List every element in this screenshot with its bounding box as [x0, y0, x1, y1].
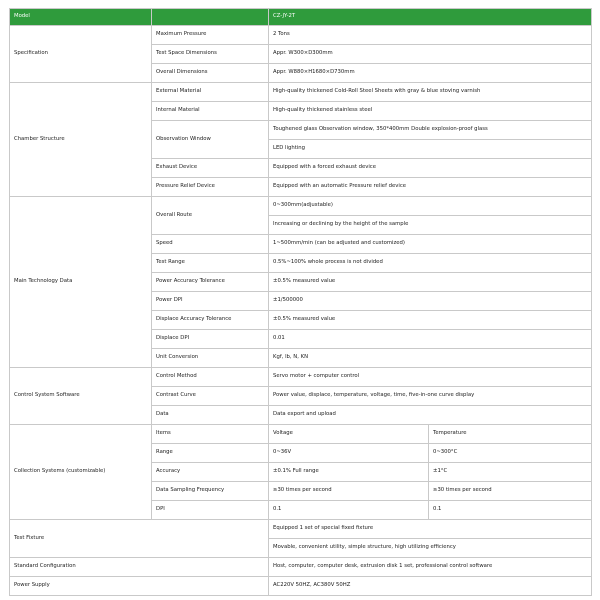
row-value: Power value, displace, temperature, voltage, time, five-in-one curve display — [269, 387, 592, 406]
row-label: Contrast Curve — [152, 387, 269, 406]
row-label: Items — [152, 425, 269, 444]
row-value: Servo motor + computer control — [269, 368, 592, 387]
row-value: Increasing or declining by the height of the sample — [269, 216, 592, 235]
row-label: Unit Conversion — [152, 349, 269, 368]
header-model-label: Model — [10, 9, 152, 26]
row-label: External Material — [152, 83, 269, 102]
row-value: AC220V 50HZ, AC380V 50HZ — [269, 577, 592, 596]
row-value: 0.5%~100% whole process is not divided — [269, 254, 592, 273]
row-value: ±0.5% measured value — [269, 273, 592, 292]
row-label: Pressure Relief Device — [152, 178, 269, 197]
row-label: Speed — [152, 235, 269, 254]
row-value: Host, computer, computer desk, extrusion disk 1 set, professional control software — [269, 558, 592, 577]
row-value-voltage: 0.1 — [269, 501, 429, 520]
row-value-voltage: 0~36V — [269, 444, 429, 463]
section-chamber-structure: Chamber Structure — [10, 83, 152, 197]
row-value-voltage: Voltage — [269, 425, 429, 444]
row-value: High-quality thickened Cold-Roll Steel Sheets with gray & blue stoving varnish — [269, 83, 592, 102]
section-power-supply: Power Supply — [10, 577, 269, 596]
row-label: Data Sampling Frequency — [152, 482, 269, 501]
row-value: 0.01 — [269, 330, 592, 349]
row-value: 2 Tons — [269, 26, 592, 45]
row-label: Observation Window — [152, 121, 269, 159]
row-label: Maximum Pressure — [152, 26, 269, 45]
row-value: ±0.5% measured value — [269, 311, 592, 330]
row-value: Movable, convenient utility, simple structure, high utilizing efficiency — [269, 539, 592, 558]
row-value: Equipped with an automatic Pressure relief device — [269, 178, 592, 197]
row-label: Data — [152, 406, 269, 425]
row-value: ±1/500000 — [269, 292, 592, 311]
row-label: Range — [152, 444, 269, 463]
row-label: DPI — [152, 501, 269, 520]
row-label: Accuracy — [152, 463, 269, 482]
row-value-voltage: ±0.1% Full range — [269, 463, 429, 482]
section-collection-systems: Collection Systems (customizable) — [10, 425, 152, 520]
row-label: Control Method — [152, 368, 269, 387]
row-value: Appr. W300×D300mm — [269, 45, 592, 64]
row-label: Displace DPI — [152, 330, 269, 349]
row-value: High-quality thickened stainless steel — [269, 102, 592, 121]
row-label: Power Accuracy Tolerance — [152, 273, 269, 292]
row-value: Equipped with a forced exhaust device — [269, 159, 592, 178]
section-main-technology-data: Main Technology Data — [10, 197, 152, 368]
row-value-temperature: 0~300°C — [429, 444, 592, 463]
header-row — [10, 9, 592, 26]
row-label: Exhaust Device — [152, 159, 269, 178]
row-value: 1~500mm/min (can be adjusted and customized) — [269, 235, 592, 254]
row-value-temperature: ≥30 times per second — [429, 482, 592, 501]
section-specification: Specification — [10, 26, 152, 83]
row-label: Test Range — [152, 254, 269, 273]
row-value: LED lighting — [269, 140, 592, 159]
row-value: 0~300mm(adjustable) — [269, 197, 592, 216]
row-value: Kgf, lb, N, KN — [269, 349, 592, 368]
section-control-system-software: Control System Software — [10, 368, 152, 425]
row-value-temperature: Temperature — [429, 425, 592, 444]
row-label: Internal Material — [152, 102, 269, 121]
row-value: Toughened glass Observation window, 350*400mm Double explosion-proof glass — [269, 121, 592, 140]
row-label: Test Space Dimensions — [152, 45, 269, 64]
row-value-temperature: 0.1 — [429, 501, 592, 520]
row-value-temperature: ±1°C — [429, 463, 592, 482]
header-model-value: CZ-JY-2T — [269, 9, 592, 26]
section-test-fixture: Test Fixture — [10, 520, 269, 558]
row-label: Overall Dimensions — [152, 64, 269, 83]
section-standard-configuration: Standard Configuration — [10, 558, 269, 577]
row-value-voltage: ≥30 times per second — [269, 482, 429, 501]
row-value: Data export and upload — [269, 406, 592, 425]
row-value: Equipped 1 set of special fixed fixture — [269, 520, 592, 539]
row-value: Appr. W880×H1680×D730mm — [269, 64, 592, 83]
spec-table — [9, 8, 592, 596]
row-label: Displace Accuracy Tolerance — [152, 311, 269, 330]
row-label: Power DPI — [152, 292, 269, 311]
row-label: Overall Route — [152, 197, 269, 235]
